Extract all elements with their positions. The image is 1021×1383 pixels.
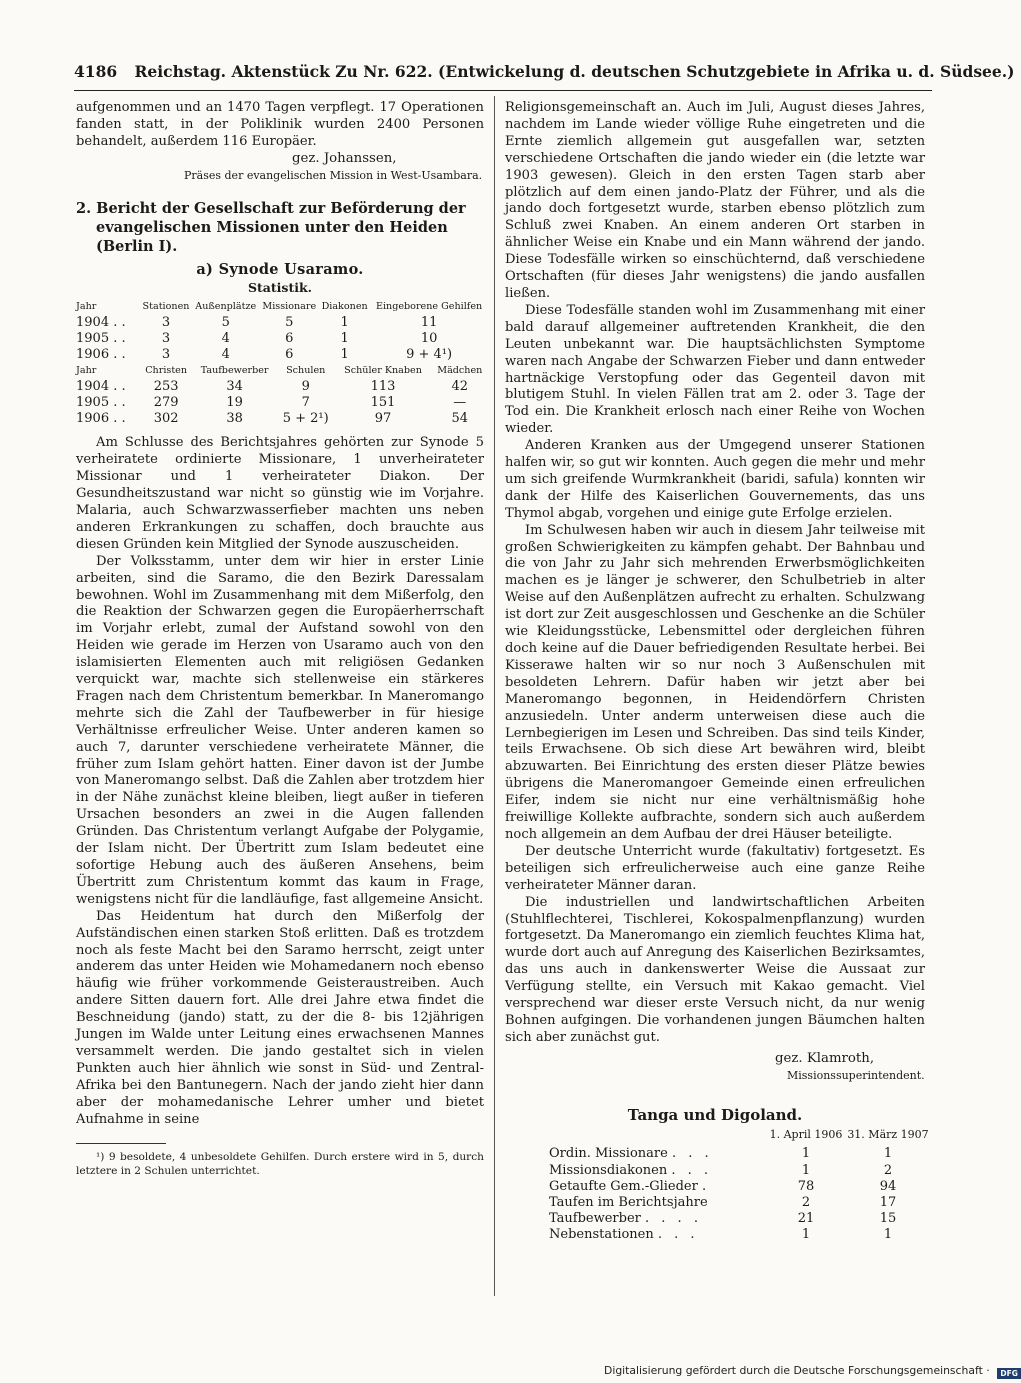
body-paragraph: Am Schlusse des Berichtsjahres gehörten zur Synode 5 verheiratete ordinierte Missionare, 1 unverheirateter Missionar und 1 verheirateter Diakon. Der Gesundheitszustand war nicht so günstig wie im Vorjahre. Malaria, auch Schwarzwasserfieber machten uns neben anderen Erkrankungen zu schaffen, doch brauchte aus diesen Gründen kein Mitglied der Synode auszuscheiden. [76, 435, 484, 552]
row-label: Getaufte Gem.-Glieder [549, 1178, 698, 1194]
table-cell: 11 [420, 315, 438, 331]
body-paragraph: Das Heidentum hat durch den Mißerfolg der Aufständischen einen starken Stoß erlitten. Daß es trotzdem noch als feste Macht bei den Saramo herrscht, zeigt unter anderem das unter Heiden wie Mohamedanern noch ebenso häufig wie früher vorkommende Geisteraustreiben. Auch andere Sitten dauern fort. Alle drei Jahre etwa findet die Beschneidung (jando) statt, zu der die 8- bis 12jährigen Jungen im Walde unter Leitung eines erwachsenen Mannes versammelt werden. Die jando gestaltet sich in vielen Punkten auch hier ähnlich wie sonst in Süd- und Zentral-Afrika bei den Bantunegern. Nach der jando zieht hier dann aber der mohamedanische Lehrer umher und bietet Aufnahme in seine [76, 908, 484, 1127]
table-cell: 38 [226, 411, 243, 427]
row-label: Missionsdiakonen [549, 1162, 668, 1178]
signature-klamroth: gez. Klamroth, [775, 1050, 875, 1066]
table-header: Außenplätze [195, 301, 257, 313]
row-label: Nebenstationen [549, 1227, 654, 1243]
table-cell: 34 [226, 379, 243, 395]
tanga-table [549, 1127, 929, 1243]
table-cell [549, 1146, 765, 1162]
table-cell: 15 [879, 1211, 897, 1227]
table-cell: 42 [451, 379, 469, 395]
statistics-title: Statistik. [248, 280, 312, 296]
table-cell: 151 [370, 395, 396, 411]
leader-dots: . . . . [645, 1211, 702, 1227]
table-cell: 1905 . . [76, 331, 126, 347]
digitization-credit [604, 1364, 1021, 1379]
table-cell: 54 [451, 411, 469, 427]
section-title: 2. Bericht der Gesellschaft zur Beförderung der evangelischen Missionen unter den Heiden (Berlin I). [76, 199, 466, 255]
table-cell: 1 [883, 1146, 893, 1162]
table-cell: — [453, 395, 467, 411]
row-label: Taufbewerber [549, 1211, 641, 1227]
leader-dots: . . . [657, 1227, 699, 1243]
table-row [549, 1179, 929, 1195]
table-cell [549, 1179, 765, 1195]
table-cell: 21 [797, 1211, 815, 1227]
table-header-row [76, 365, 488, 379]
table-cell: 1 [340, 331, 349, 347]
table-cell: 78 [797, 1178, 815, 1194]
table-header: Mädchen [437, 365, 483, 377]
table-row [76, 347, 488, 363]
table-header: Schulen [286, 365, 326, 377]
table-cell: 113 [370, 379, 396, 395]
table-cell: 2 [883, 1162, 893, 1178]
table-cell: 1904 . . [76, 315, 126, 331]
table-cell [549, 1163, 765, 1179]
leader-dots: . . . [671, 1146, 713, 1162]
body-paragraph: Anderen Kranken aus der Umgegend unserer Stationen halfen wir, so gut wir konnten. Auch gegen die mehr und mehr um sich greifende Wurmkrankheit (baridi, safula) konnten wir dank der Hilfe des Kaiserlichen Gouvernements, das uns Thymol abgab, vorgehen und einige gute Erfolge erzielen. [505, 438, 925, 521]
table-cell [549, 1227, 765, 1243]
footnote-separator [76, 1143, 166, 1144]
table-cell: 1906 . . [76, 411, 126, 427]
table-cell: 5 [285, 315, 294, 331]
table-header: Diakonen [321, 301, 368, 313]
column-divider [494, 96, 495, 1296]
table-cell: 253 [153, 379, 179, 395]
body-paragraph: Im Schulwesen haben wir auch in diesem Jahr teilweise mit großen Schwierigkeiten zu kämpfen gehabt. Der Bahnbau und die von Jahr zu Jahr sich mehrenden Erwerbsmöglichkeiten machen es je länger je schwerer, den Schulbetrieb in alter Weise auf den Außenplätzen aufrecht zu erhalten. Schulzwang ist dort zur Zeit ausgeschlossen und Geschenke an die Schüler wie Kleidungsstücke, Lebensmittel oder dergleichen führen doch keine auf die Dauer befriedigenden Resultate herbei. Bei Kisserawe halten wir so nur noch 3 Außenschulen mit besoldeten Lehrern. Dafür haben wir jetzt aber bei Maneromango begonnen, in Heidendörfern Christen anzusiedeln. Unter anderm unterweisen diese auch die Lernbegierigen im Lesen und Schreiben. Das sind teils Kinder, teils Erwachsene. Ob sich diese Art bewähren wird, bleibt abzuwarten. Bei Einrichtung des ersten dieser Plätze bewies übrigens die Maneromangoer Gemeinde einen erfreulichen Eifer, indem sie nicht nur eine verhältnismäßig hohe freiwillige Kollekte aufbrachte, sondern sich auch außerdem noch allgemein an dem Aufbau der drei Häuser beteiligte. [505, 522, 925, 842]
table-cell: 19 [226, 395, 243, 411]
table-cell: 3 [161, 331, 171, 347]
body-paragraph: Religionsgemeinschaft an. Auch im Juli, August dieses Jahres, nachdem im Lande wieder völlige Ruhe eingetreten und die Ernte ziemlich allgemein gut ausgefallen war, setzten verschiedene Ortschaften die jando wieder ein (die letzte war 1903 gewesen). Gleich in den ersten Tagen starb aber plötzlich auf dem einen jando-Platz der Führer, und als die jando doch fortgesetzt wurde, starben ebenso plötzlich zum Schluß zwei Knaben. An einem anderen Ort starben in ähnlicher Weise ein Knabe und ein Mann während der jando. Diese Todesfälle wirken so einschüchternd, daß verschiedene Ortschaften (für dieses Jahr wenigstens) die jando ausfallen ließen. [505, 100, 925, 301]
table-cell: 1 [883, 1227, 893, 1243]
table-header: Schüler Knaben [344, 365, 422, 377]
table-row [76, 315, 488, 331]
table-cell: 1 [801, 1146, 811, 1162]
signature-title-johanssen: Präses der evangelischen Mission in West-Usambara. [184, 168, 483, 182]
table-row [549, 1227, 929, 1243]
body-paragraph: Diese Todesfälle standen wohl im Zusammenhang mit einer bald darauf allgemeiner auftretenden Krankheit, die den Leuten unbekannt war. Die hauptsächlichsten Symptome waren nach Angabe der Schwarzen Fieber und dann entweder hartnäckige Verstopfung oder das Gegenteil davon mit blutigem Stuhl. In vielen Fällen trat am 2. oder 3. Tage der Tod ein. Die Krankheit erlosch nach einer Reihe von Wochen wieder. [505, 302, 925, 437]
table-row [549, 1146, 929, 1162]
table-cell: 1905 . . [76, 395, 126, 411]
page-number: 4186 [74, 62, 118, 81]
body-paragraph: Der deutsche Unterricht wurde (fakultativ) fortgesetzt. Es beteiligen sich erfreulicherweise auch eine ganze Reihe verheirateter Männer daran. [505, 843, 925, 893]
row-label: Taufen im Berichtsjahre [549, 1194, 708, 1210]
table-row [549, 1163, 929, 1179]
body-paragraph: Der Volksstamm, unter dem wir hier in erster Linie arbeiten, sind die Saramo, die den Bezirk Daressalam bewohnen. Wohl im Zusammenhang mit dem Mißerfolg, den die Reaktion der Schwarzen gegen die Europäerherrschaft im Vorjahr erlebt, zumal der Aufstand sowohl von den Heiden wie gerade im Herzen von Usaramo auch von den islamisierten Elementen auch mit religiösen Gedanken verquickt war, machte sich stellenweise ein stärkeres Fragen nach dem Christentum bemerkbar. In Maneromango mehrte sich die Zahl der Taufbewerber in für hiesige Verhältnisse erfreulicher Weise. Unter anderen kamen so auch 7, darunter verschiedene verheiratete Männer, die früher zum Islam gehört hatten. Einer davon ist der Jumbe von Maneromango selbst. Daß die Zahlen aber trotzdem hier in der Nähe zunächst kleine bleiben, liegt außer in tieferen Ursachen besonders an zwei in die Augen fallenden Gründen. Das Christentum verlangt Aufgabe der Polygamie, der Islam nicht. Der Übertritt zum Islam bedeutet eine sofortige Hebung auch des äußeren Ansehens, beim Übertritt zum Christentum kommt das kaum in Frage, wenigstens nicht für die landläufige, fast allgemeine Ansicht. [76, 553, 484, 907]
table-cell [549, 1211, 765, 1227]
table-cell: 2 [801, 1194, 811, 1210]
subsection-title: a) Synode Usaramo. [196, 260, 364, 278]
table-cell: 1906 . . [76, 347, 126, 363]
table-cell: 94 [879, 1178, 897, 1194]
right-column [505, 100, 929, 1244]
table-header-row [76, 301, 488, 315]
table-header: Jahr [76, 301, 97, 313]
table-header-row [549, 1127, 929, 1146]
table-row [76, 411, 488, 427]
statistics-table-1 [76, 301, 488, 363]
table-cell: 1 [340, 347, 349, 363]
dfg-logo-icon: DFG [997, 1368, 1021, 1379]
table-cell: 1 [801, 1162, 811, 1178]
left-column [76, 100, 484, 1178]
table-cell: 1904 . . [76, 379, 126, 395]
table-cell: 4 [221, 347, 230, 363]
table-header: Jahr [76, 365, 97, 377]
table-header [549, 1127, 765, 1146]
table-cell: 7 [301, 395, 310, 411]
signature-johanssen: gez. Johanssen, [292, 150, 397, 166]
leader-dots: . . . [671, 1162, 713, 1178]
table-cell: 9 [301, 379, 310, 395]
running-header [74, 62, 1015, 86]
table-cell: 9 + 4¹) [406, 347, 453, 363]
table-cell: 5 [221, 315, 230, 331]
table-row [76, 331, 488, 347]
table-cell: 3 [161, 347, 171, 363]
region-title: Tanga und Digoland. [627, 1105, 803, 1124]
table-header: Christen [145, 365, 188, 377]
table-header: Missionare [262, 301, 317, 313]
header-rule [74, 90, 932, 91]
credit-text: Digitalisierung gefördert durch die Deutsche Forschungsgemeinschaft · [604, 1364, 990, 1377]
row-label: Ordin. Missionare [549, 1146, 668, 1162]
table-row [549, 1195, 929, 1211]
table-cell: 302 [153, 411, 179, 427]
table-cell: 279 [153, 395, 179, 411]
table-header: 31. März 1907 [847, 1128, 929, 1142]
table-cell: 10 [420, 331, 438, 347]
table-cell: 1 [801, 1227, 811, 1243]
table-cell: 17 [879, 1194, 897, 1210]
table-cell: 97 [374, 411, 392, 427]
table-row [76, 379, 488, 395]
table-cell: 3 [161, 315, 171, 331]
table-cell: 4 [221, 331, 230, 347]
leader-dots: . [701, 1178, 711, 1194]
table-cell: 6 [285, 347, 294, 363]
table-header: Stationen [142, 301, 190, 313]
header-title: Reichstag. Aktenstück Zu Nr. 622. (Entwickelung d. deutschen Schutzgebiete in Afrika u. d. Südsee.) [134, 62, 1015, 81]
statistics-table-2 [76, 365, 488, 427]
table-cell: 6 [285, 331, 294, 347]
table-cell: 5 + 2¹) [282, 411, 329, 427]
signature-title-klamroth: Missionssuperintendent. [787, 1068, 925, 1082]
table-header: 1. April 1906 [769, 1128, 843, 1142]
table-cell [549, 1195, 765, 1211]
footnote: ¹) 9 besoldete, 4 unbesoldete Gehilfen. Durch erstere wird in 5, durch letztere in 2 Schulen unterrichtet. [76, 1150, 484, 1177]
table-header: Taufbewerber [200, 365, 269, 377]
table-row [549, 1211, 929, 1227]
table-cell: 1 [340, 315, 349, 331]
table-header: Eingeborene Gehilfen [375, 301, 483, 313]
table-row [76, 395, 488, 411]
body-paragraph: Die industriellen und landwirtschaftlichen Arbeiten (Stuhlflechterei, Tischlerei, Kokospalmenpflanzung) wurden fortgesetzt. Da Maneromango ein ziemlich feuchtes Klima hat, wurde dort auch auf Anregung des Kaiserlichen Bezirksamtes, das uns auch in dankenswerter Weise die Aussaat zur Verfügung stellte, ein Versuch mit Kakao gemacht. Viel versprechend war dieser erste Versuch nicht, da nur wenig Bohnen aufgingen. Die vorhandenen jungen Bäumchen halten sich aber zunächst gut. [505, 894, 925, 1045]
intro-paragraph: aufgenommen und an 1470 Tagen verpflegt. 17 Operationen fanden statt, in der Poliklinik wurden 2400 Personen behandelt, außerdem 116 Europäer. [76, 100, 484, 149]
